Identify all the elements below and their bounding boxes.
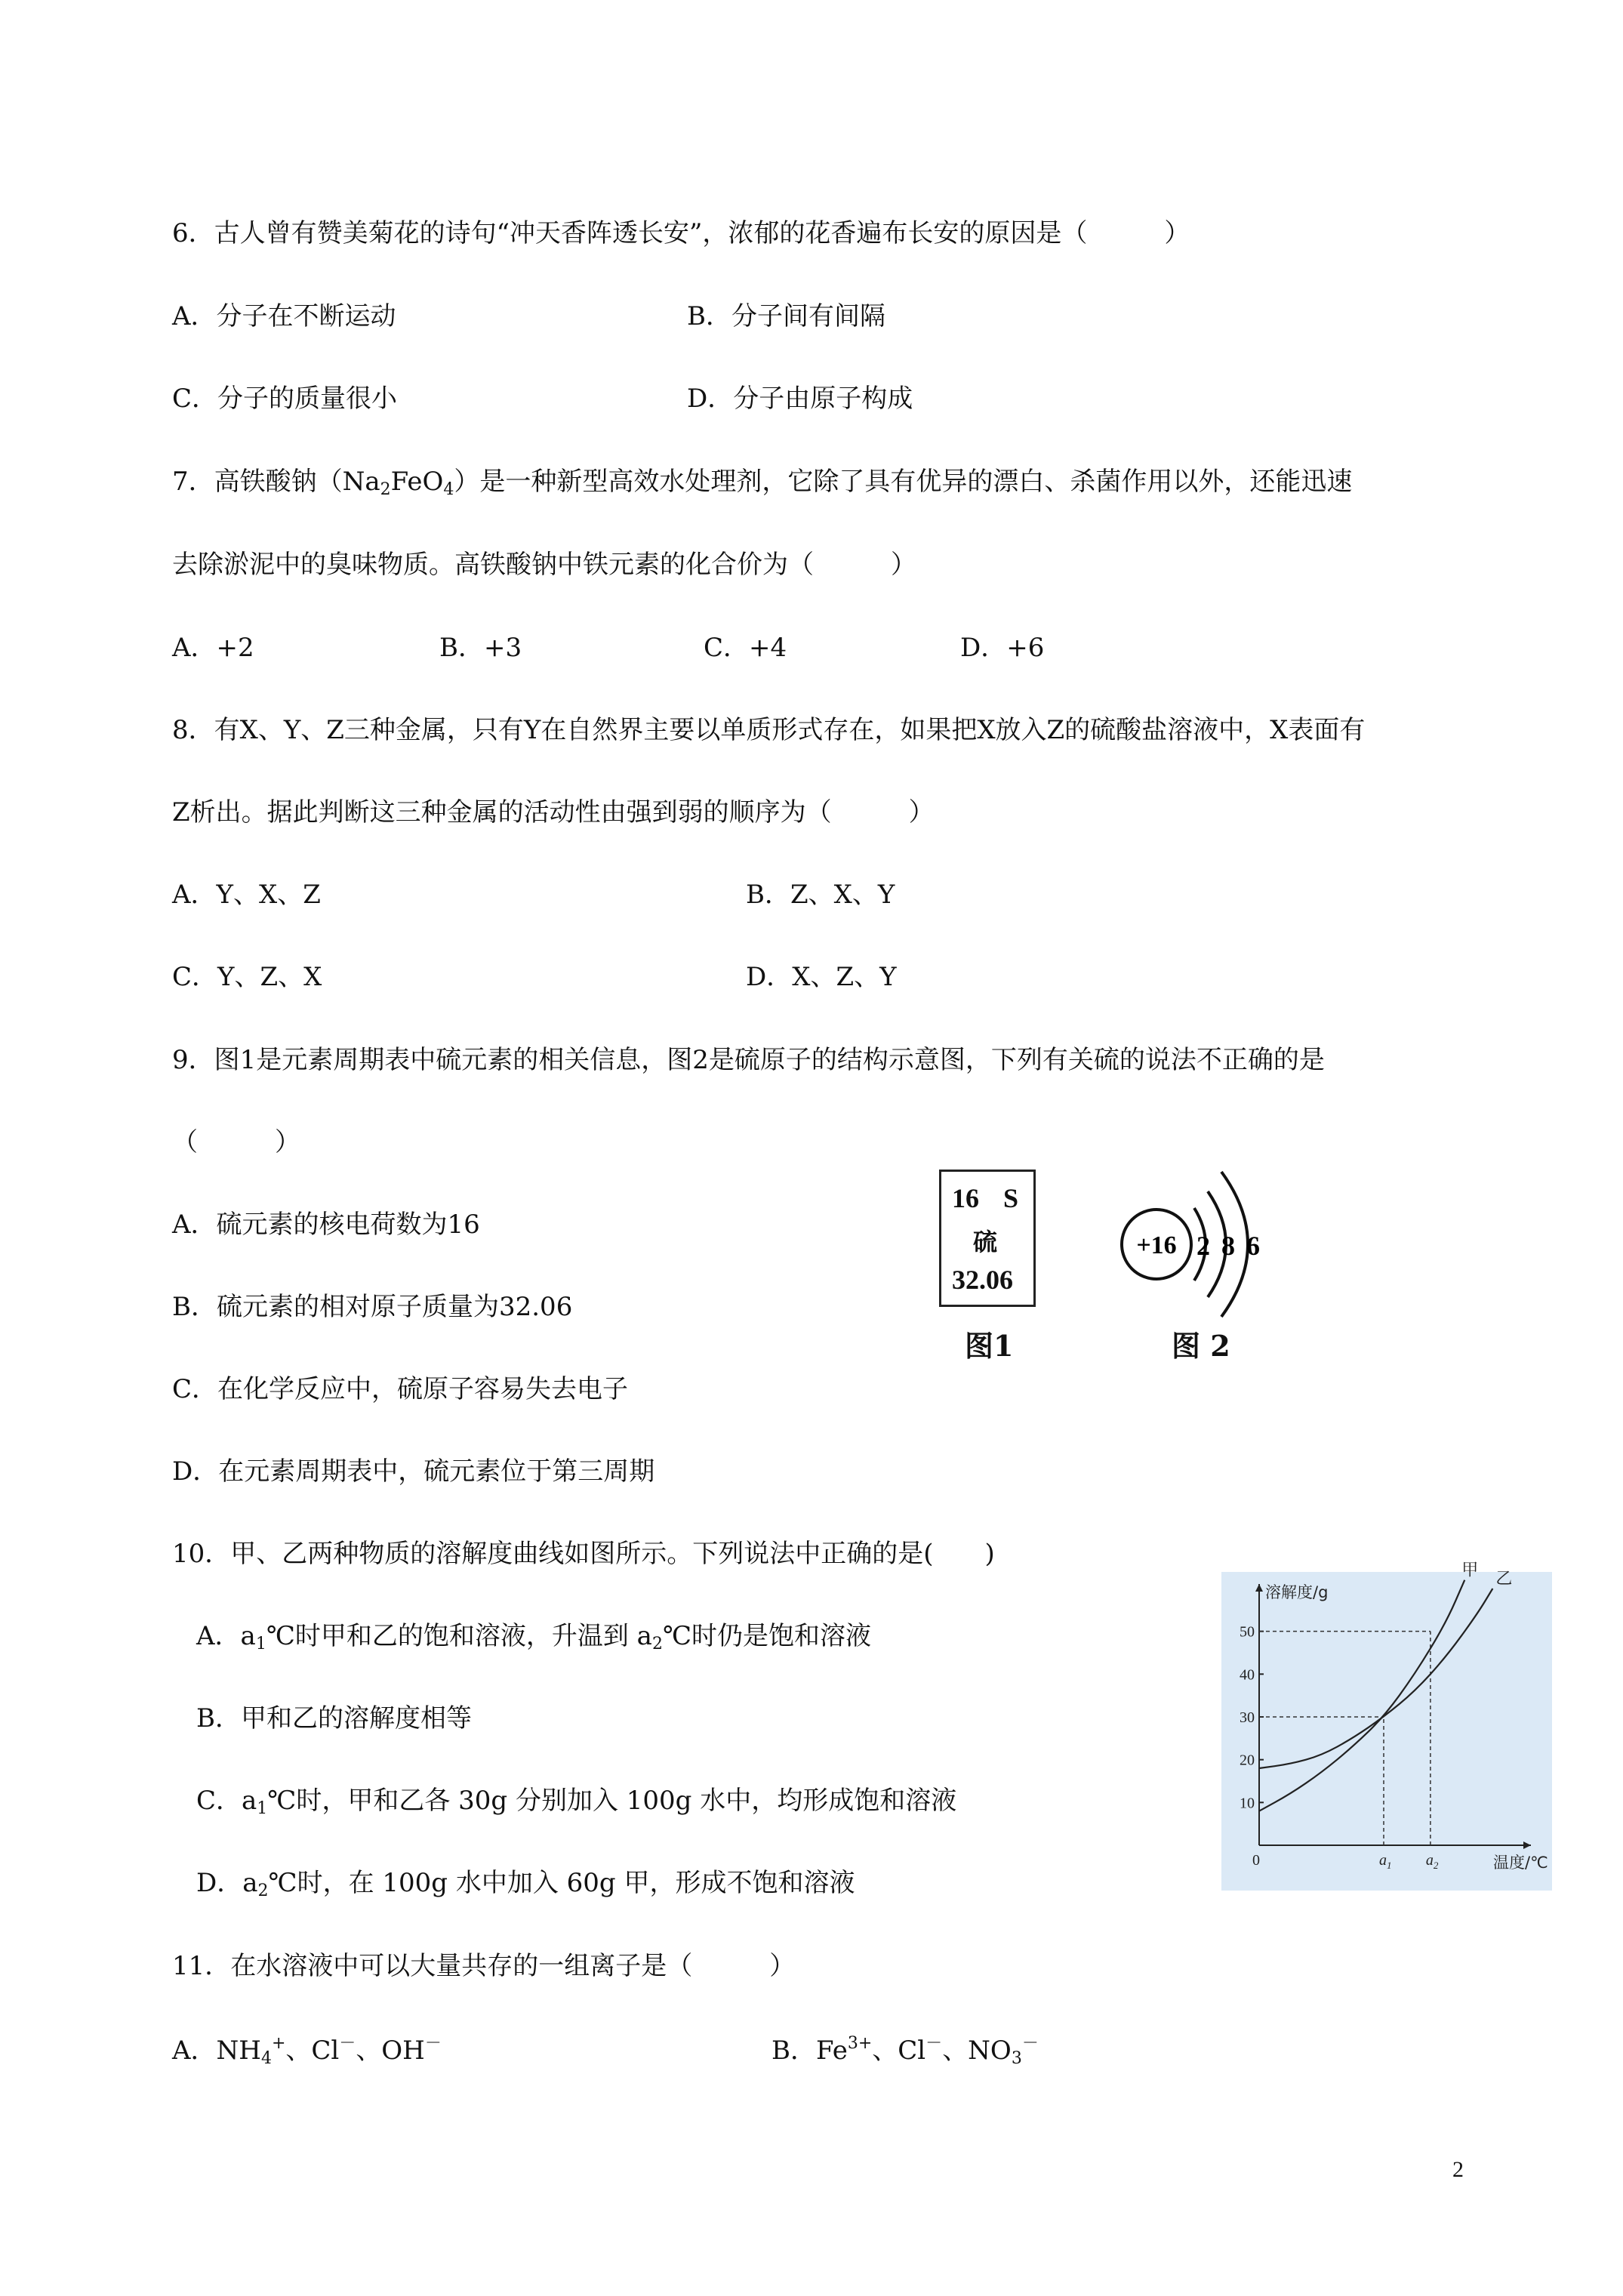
q10-a-sub2: 2 bbox=[651, 1635, 663, 1653]
q10-option-b[interactable]: B．甲和乙的溶解度相等 bbox=[196, 1703, 472, 1734]
y-tick-label-30: 30 bbox=[1240, 1709, 1255, 1726]
q11-a-part3: 、OH bbox=[356, 2036, 425, 2066]
atomic-number: 16 bbox=[952, 1183, 979, 1213]
q11-b-part3: 、NO bbox=[942, 2036, 1012, 2066]
sulfur-element-cell bbox=[939, 1170, 1036, 1307]
q7-stem-line1 bbox=[172, 469, 1352, 498]
q9-stem-line2: （ ） bbox=[172, 1127, 300, 1157]
q9-option-b[interactable]: B．硫元素的相对原子质量为32.06 bbox=[172, 1292, 573, 1322]
q11-option-a[interactable] bbox=[172, 2036, 442, 2067]
q7-option-d[interactable]: D．+6 bbox=[960, 633, 1045, 663]
q7-stem-part-c: ）是一种新型高效水处理剂，它除了具有优异的漂白、杀菌作用以外，还能迅速 bbox=[454, 467, 1353, 497]
q7-stem-line2: 去除淤泥中的臭味物质。高铁酸钠中铁元素的化合价为（ ） bbox=[172, 550, 916, 580]
q11-stem: 11．在水溶液中可以大量共存的一组离子是（ ） bbox=[172, 1951, 796, 1981]
origin-label: 0 bbox=[1252, 1852, 1260, 1869]
q10-stem: 10．甲、乙两种物质的溶解度曲线如图所示。下列说法中正确的是( ) bbox=[172, 1539, 995, 1569]
solubility-chart-svg bbox=[1221, 1561, 1552, 1891]
sulfur-atom-structure-diagram bbox=[1110, 1155, 1291, 1329]
q10-c-part2: ℃时，甲和乙各 30g 分别加入 100g 水中，均形成饱和溶液 bbox=[267, 1786, 957, 1816]
q11-b-sup3: － bbox=[1021, 2034, 1039, 2053]
x-tick-label-a1: $a_1$ bbox=[1379, 1852, 1392, 1871]
series-curve-yi bbox=[1259, 1589, 1492, 1768]
q10-d-part2: ℃时，在 100g 水中加入 60g 甲，形成不饱和溶液 bbox=[268, 1868, 855, 1898]
y-axis-arrow bbox=[1255, 1584, 1263, 1592]
q11-b-part1: B．Fe bbox=[771, 2036, 848, 2066]
q9-stem-line1: 9．图1是元素周期表中硫元素的相关信息，图2是硫原子的结构示意图，下列有关硫的说法不正确的是 bbox=[172, 1045, 1325, 1075]
y-tick-label-40: 40 bbox=[1240, 1666, 1255, 1684]
shell-electrons-3: 6 bbox=[1246, 1231, 1260, 1261]
q11-a-sub: 4 bbox=[260, 2049, 272, 2068]
x-tick-label-a2: $a_2$ bbox=[1425, 1852, 1439, 1871]
q6-option-d[interactable]: D．分子由原子构成 bbox=[687, 384, 913, 414]
y-axis-label: 溶解度/g bbox=[1265, 1583, 1329, 1601]
q9-option-c[interactable]: C．在化学反应中，硫原子容易失去电子 bbox=[172, 1374, 629, 1404]
q10-a-part2: ℃时甲和乙的饱和溶液，升温到 a bbox=[266, 1621, 652, 1651]
series-curve-jia bbox=[1259, 1580, 1464, 1811]
q7-subscript-4: 4 bbox=[443, 480, 454, 499]
y-tick-label-50: 50 bbox=[1240, 1623, 1255, 1641]
q8-stem-line1: 8．有X、Y、Z三种金属，只有Y在自然界主要以单质形式存在，如果把X放入Z的硫酸盐溶液中，X表面有 bbox=[172, 715, 1366, 745]
q11-a-sup3: － bbox=[424, 2034, 442, 2053]
x-axis-label: 温度/℃ bbox=[1493, 1854, 1548, 1872]
q7-option-a[interactable]: A．+2 bbox=[172, 633, 254, 663]
series-label-jia: 甲 bbox=[1461, 1561, 1479, 1580]
q7-stem-part-b: FeO bbox=[390, 467, 444, 497]
q11-b-part2: 、Cl bbox=[872, 2036, 926, 2066]
q10-a-part1: A．a bbox=[196, 1621, 256, 1651]
q10-option-d[interactable] bbox=[196, 1870, 855, 1900]
q9-option-a[interactable]: A．硫元素的核电荷数为16 bbox=[172, 1210, 480, 1240]
q8-option-a[interactable]: A．Y、X、Z bbox=[172, 880, 321, 910]
q8-stem-line2: Z析出。据此判断这三种金属的活动性由强到弱的顺序为（ ） bbox=[172, 797, 935, 827]
q11-b-sup: 3+ bbox=[847, 2034, 873, 2053]
q6-option-c[interactable]: C．分子的质量很小 bbox=[172, 384, 398, 414]
element-name: 硫 bbox=[973, 1228, 998, 1256]
q6-option-a[interactable]: A．分子在不断运动 bbox=[172, 301, 396, 331]
q10-c-part1: C．a bbox=[196, 1786, 257, 1816]
y-tick-label-20: 20 bbox=[1240, 1752, 1255, 1769]
q10-a-sub1: 1 bbox=[255, 1635, 266, 1653]
q11-b-sup2: － bbox=[925, 2034, 943, 2053]
q10-d-sub: 2 bbox=[257, 1881, 269, 1900]
q7-stem-part-a: 7．高铁酸钠（Na bbox=[172, 467, 380, 497]
element-symbol: S bbox=[1003, 1183, 1019, 1213]
q11-b-sub: 3 bbox=[1011, 2049, 1022, 2068]
q10-c-sub: 1 bbox=[257, 1799, 268, 1818]
q10-a-part3: ℃时仍是饱和溶液 bbox=[662, 1621, 871, 1651]
q10-option-a[interactable] bbox=[196, 1623, 871, 1653]
nucleus-charge: +16 bbox=[1136, 1231, 1177, 1259]
q11-option-b[interactable] bbox=[771, 2036, 1039, 2067]
q7-subscript-2: 2 bbox=[380, 480, 391, 499]
shell-electrons-2: 8 bbox=[1221, 1231, 1235, 1261]
q8-option-b[interactable]: B．Z、X、Y bbox=[746, 880, 895, 910]
q7-option-c[interactable]: C．+4 bbox=[704, 633, 787, 663]
q11-a-sup: + bbox=[271, 2034, 286, 2053]
q7-option-b[interactable]: B．+3 bbox=[439, 633, 522, 663]
q10-d-part1: D．a bbox=[196, 1868, 258, 1898]
q6-option-b[interactable]: B．分子间有间隔 bbox=[687, 301, 885, 331]
q11-a-sup2: － bbox=[339, 2034, 356, 2053]
fig1-caption: 图1 bbox=[965, 1329, 1014, 1363]
q8-option-d[interactable]: D．X、Z、Y bbox=[746, 962, 897, 992]
solubility-chart bbox=[1221, 1561, 1552, 1891]
q10-option-c[interactable] bbox=[196, 1788, 956, 1817]
series-label-yi: 乙 bbox=[1495, 1570, 1513, 1589]
x-axis-arrow bbox=[1523, 1841, 1531, 1849]
q11-a-part2: 、Cl bbox=[285, 2036, 340, 2066]
page-number: 2 bbox=[1452, 2157, 1464, 2182]
atomic-mass: 32.06 bbox=[952, 1265, 1013, 1295]
y-tick-label-10: 10 bbox=[1240, 1795, 1255, 1812]
q11-a-part1: A．NH bbox=[172, 2036, 261, 2066]
q9-option-d[interactable]: D．在元素周期表中，硫元素位于第三周期 bbox=[172, 1456, 655, 1487]
fig2-caption: 图 2 bbox=[1172, 1329, 1230, 1363]
shell-electrons-1: 2 bbox=[1196, 1231, 1210, 1261]
q6-stem: 6．古人曾有赞美菊花的诗句“冲天香阵透长安”，浓郁的花香遍布长安的原因是（ ） bbox=[172, 218, 1190, 248]
q8-option-c[interactable]: C．Y、Z、X bbox=[172, 962, 322, 992]
